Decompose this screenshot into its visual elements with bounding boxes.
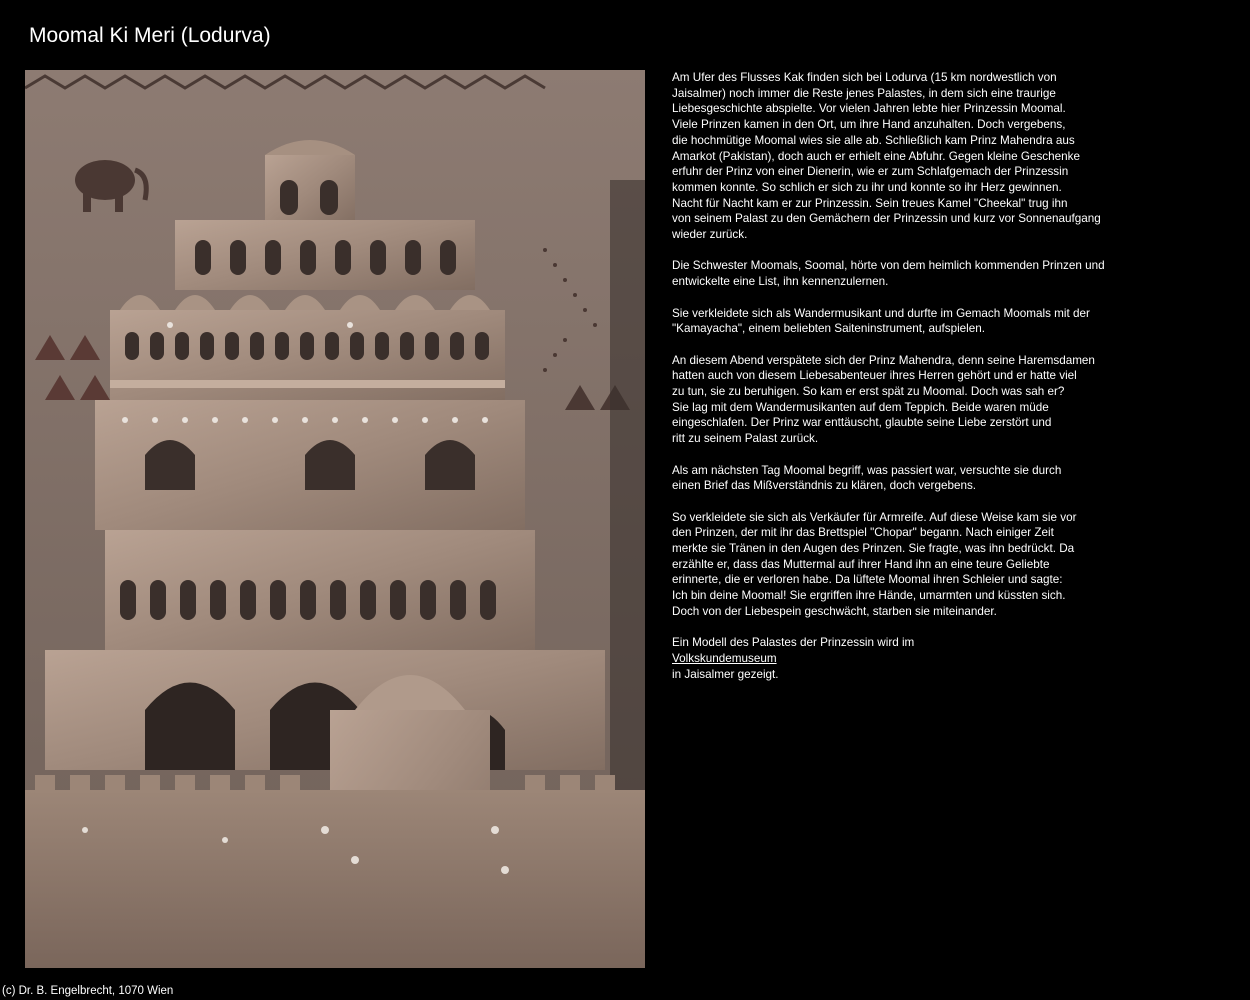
copyright-notice: (c) Dr. B. Engelbrecht, 1070 Wien bbox=[2, 985, 174, 997]
paragraph-4: An diesem Abend verspätete sich der Prinz Mahendra, denn seine Haremsdamen hatten auch von diesem Liebesabenteuer ihres Herren gehört und er hatte viel zu tun, sie zu beruhigen. So kam er erst spät zu Moomal. Doch was sah er? Sie lag mit dem Wandermusikanten auf dem Teppich. Beide waren müde eingeschlafen. Der Prinz war enttäuscht, glaubte seine Liebe zerstört und ritt zu seinem Palast zurück. bbox=[672, 353, 1095, 446]
paragraph-2: Die Schwester Moomals, Soomal, hörte von dem heimlich kommenden Prinzen und entwickelte eine List, ihn kennenzulernen. bbox=[672, 259, 1105, 289]
museum-intro-text: Ein Modell des Palastes der Prinzessin wird im bbox=[672, 636, 915, 650]
palace-model-illustration bbox=[25, 70, 645, 968]
palace-model-photo bbox=[25, 70, 645, 968]
paragraph-1: Am Ufer des Flusses Kak finden sich bei Lodurva (15 km nordwestlich von Jaisalmer) noch immer die Reste jenes Palastes, in dem sich eine traurige Liebesgeschichte abspielte. Vor vielen Jahren lebte hier Prinzessin Moomal. Viele Prinzen kamen in den Ort, um ihre Hand anzuhalten. Doch vergebens, die hochmütige Moomal wies sie alle ab. Schließlich kam Prinz Mahendra aus Amarkot (Pakistan), doch auch er erhielt eine Abfuhr. Gegen kleine Geschenke erfuhr der Prinz von einer Dienerin, wie er zum Schlafgemach der Prinzessin kommen konnte. So schlich er sich zu ihr und konnte so ihr Herz gewinnen. Nacht für Nacht kam er zur Prinzessin. Sein treues Kamel "Cheekal" trug ihn von seinem Palast zu den Gemächern der Prinzessin und kurz vor Sonnenaufgang wieder zurück. bbox=[672, 71, 1101, 242]
paragraph-5: Als am nächsten Tag Moomal begriff, was passiert war, versuchte sie durch einen Brief das Mißverständnis zu klären, doch vergebens. bbox=[672, 463, 1062, 493]
paragraph-3: Sie verkleidete sich als Wandermusikant und durfte im Gemach Moomals mit der "Kamayacha", einem beliebten Saiteninstrument, aufspielen. bbox=[672, 306, 1090, 336]
museum-link[interactable]: Volkskundemuseum bbox=[672, 651, 777, 665]
museum-paragraph bbox=[672, 635, 1142, 682]
museum-outro-text: in Jaisalmer gezeigt. bbox=[672, 667, 779, 681]
page-title: Moomal Ki Meri (Lodurva) bbox=[29, 24, 271, 47]
paragraph-6: So verkleidete sie sich als Verkäufer für Armreife. Auf diese Weise kam sie vor den Prinzen, der mit ihr das Brettspiel "Chopar" begann. Nach einiger Zeit merkte sie Tränen in den Augen des Prinzen. Sie fragte, was ihn bedrückt. Da erzählte er, dass das Muttermal auf ihrer Hand ihn an eine teure Geliebte erinnerte, die er verloren habe. Da lüftete Moomal ihren Schleier und sagte: Ich bin deine Moomal! Sie ergriffen ihre Hände, umarmten und küssten sich. Doch von der Liebespein geschwächt, starben sie miteinander. bbox=[672, 510, 1077, 618]
article-text bbox=[672, 70, 1142, 682]
